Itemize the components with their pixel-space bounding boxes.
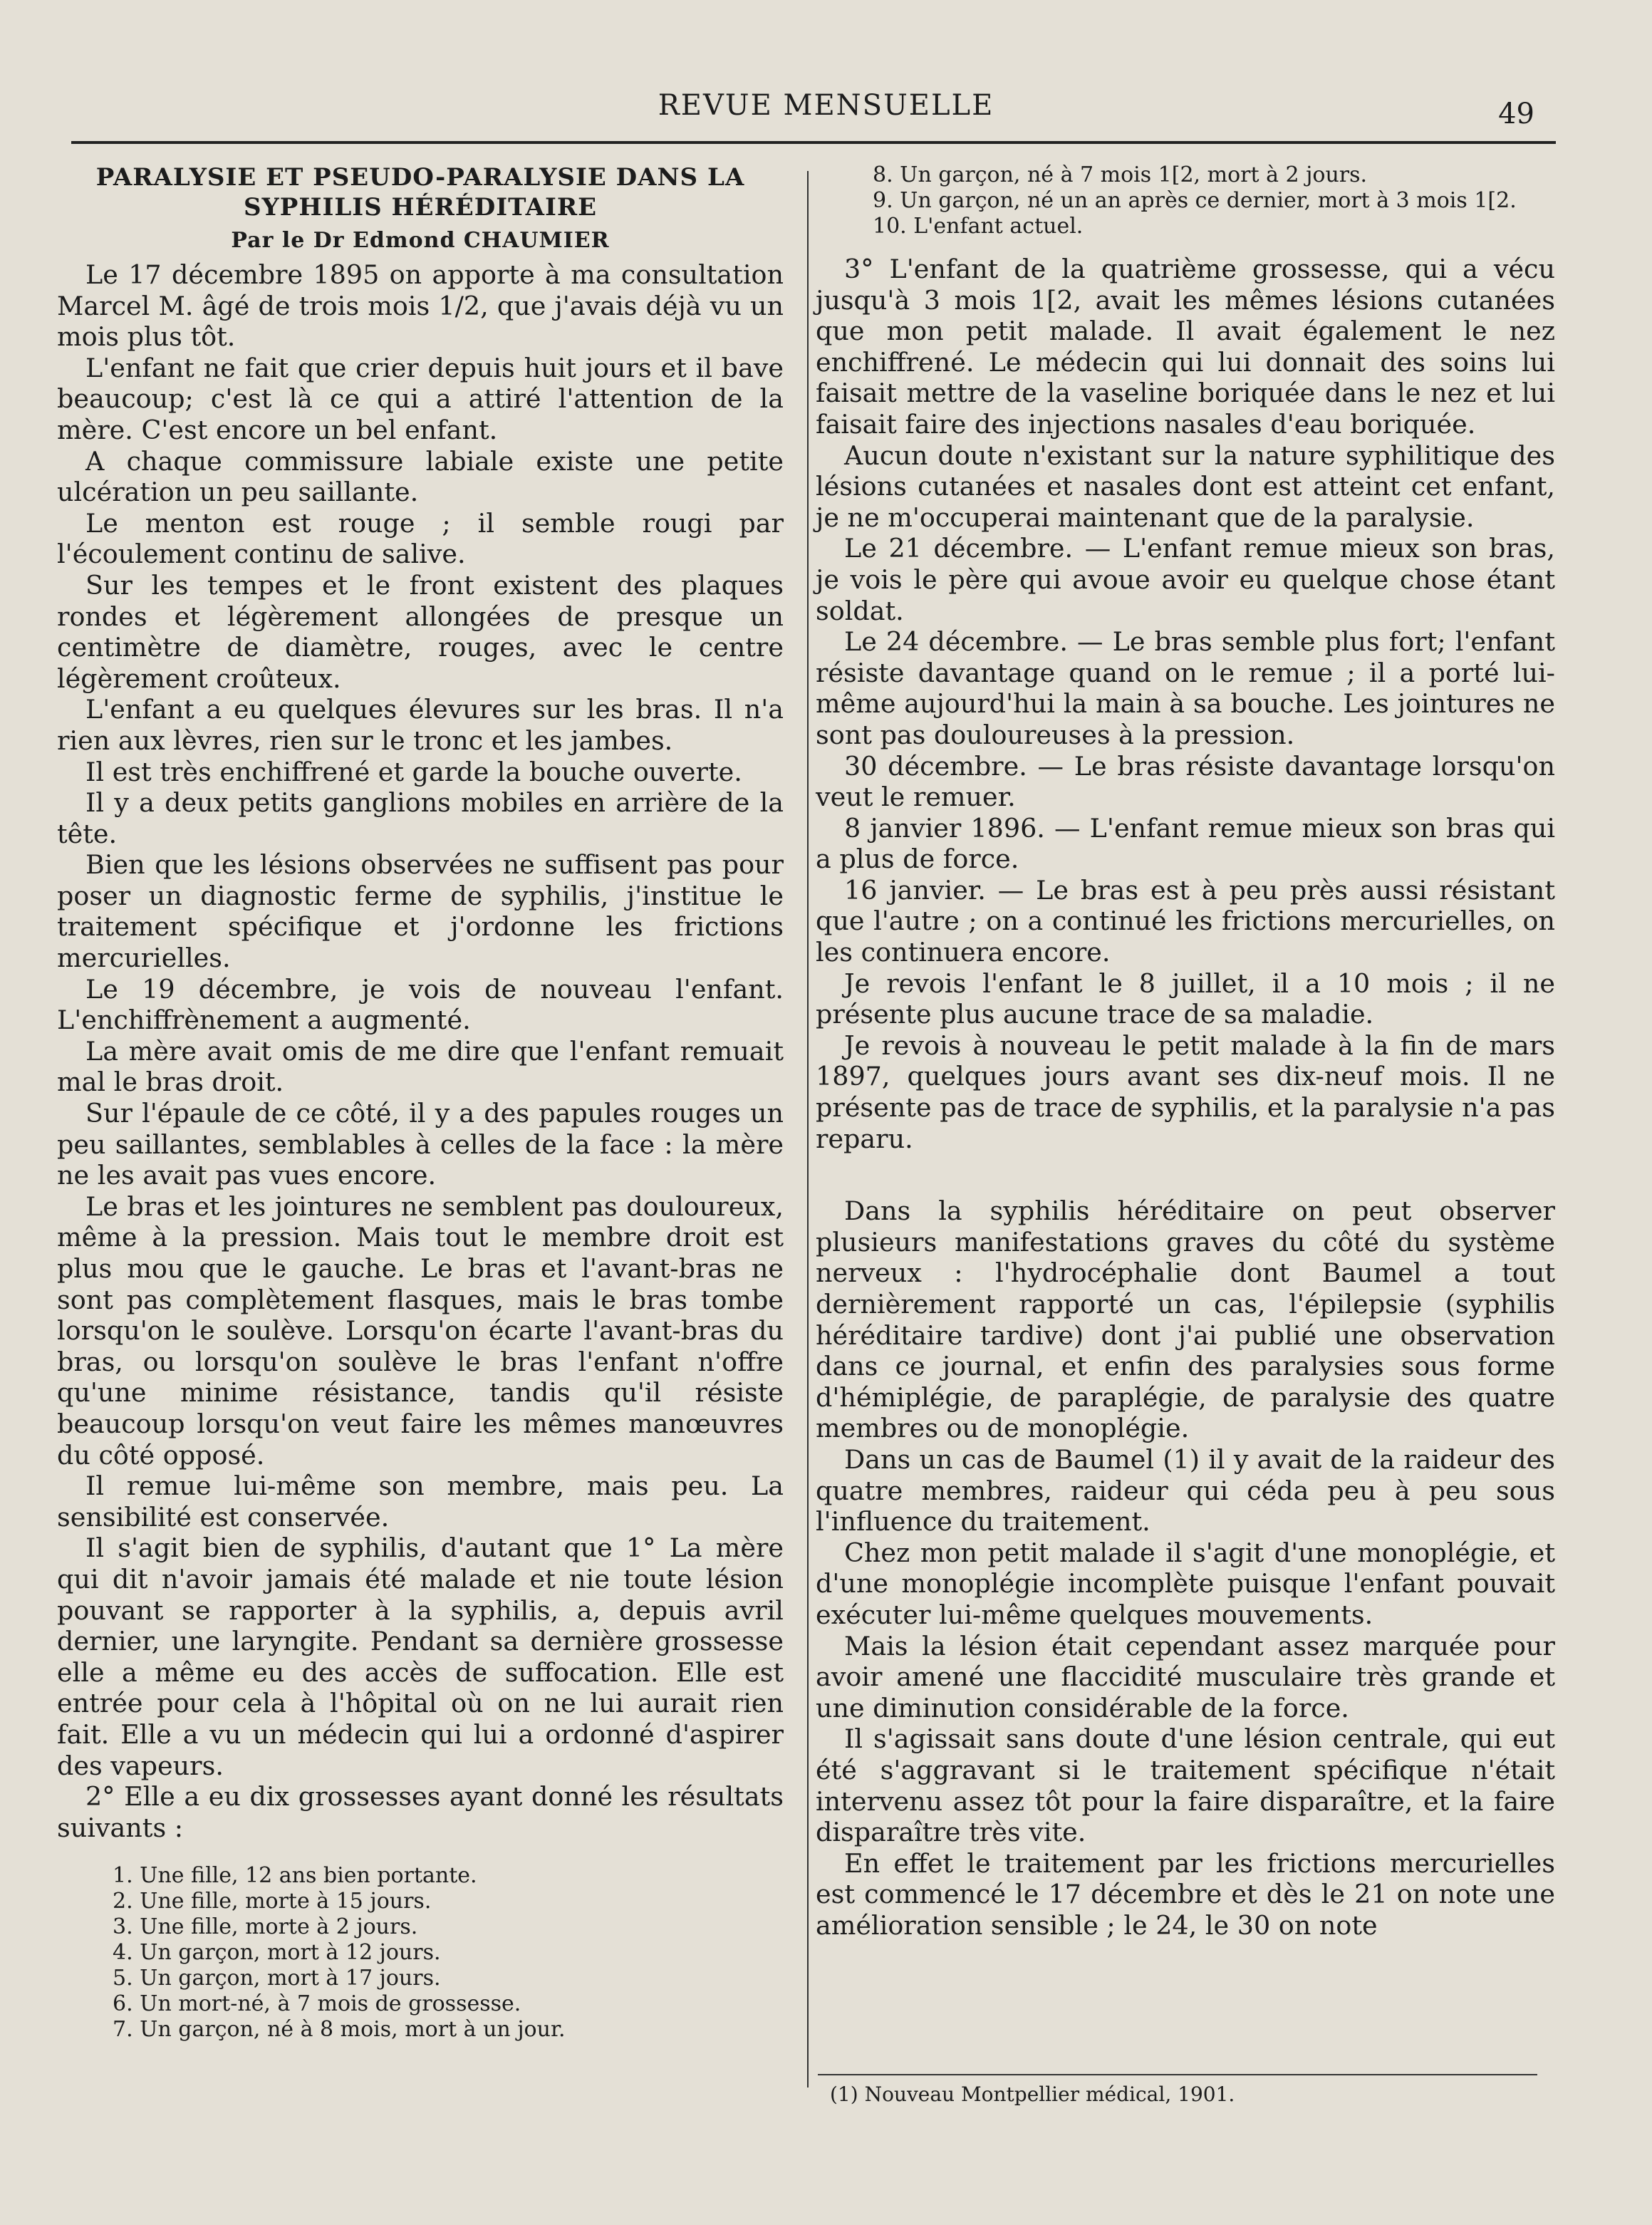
paragraph: La mère avait omis de me dire que l'enfant remuait mal le bras droit.	[57, 1035, 784, 1098]
paragraph: Il est très enchiffrené et garde la bouche ouverte.	[85, 756, 742, 787]
paragraph: Dans un cas de Baumel (1) il y avait de la raideur des quatre membres, raideur qui céda peu à peu sous l'influence du traitement.	[816, 1443, 1555, 1537]
paragraph: Il remue lui-même son membre, mais peu. La sensibilité est conservée.	[57, 1471, 784, 1532]
list-item: 5. Un garçon, mort à 17 jours.	[113, 1966, 441, 1991]
pregnancy-list	[57, 1863, 784, 2043]
paragraph: Le 17 décembre 1895 on apporte à ma consultation Marcel M. âgé de trois mois 1/2, que j'avais déjà vu un mois plus tôt.	[57, 259, 784, 353]
paragraph: 16 janvier. — Le bras est à peu près aussi résistant que l'autre ; on a continué les frictions mercurielles, on les continuera encore.	[816, 874, 1555, 968]
article-author: Par le Dr Edmond CHAUMIER	[231, 228, 610, 253]
right-column	[816, 162, 1555, 1941]
pregnancy-list-continued	[816, 162, 1555, 239]
paragraph: 2° Elle a eu dix grossesses ayant donné les résultats suivants :	[57, 1781, 784, 1843]
section-gap	[816, 1154, 1555, 1196]
paragraph: Le bras et les jointures ne semblent pas douloureux, même à la pression. Mais tout le membre droit est plus mou que le gauche. Le bras et l'avant-bras ne sont pas complètement flasques, mais le bras tombe lorsqu'on le soulève. Lorsqu'on écarte l'avant-bras du bras, ou lorsqu'on soulève le bras l'enfant n'offre qu'une minime résistance, tandis qu'il résiste beaucoup lorsqu'on veut faire les mêmes manœuvres du côté opposé.	[57, 1191, 784, 1471]
header-rule	[71, 141, 1556, 144]
list-item: 3. Une fille, morte à 2 jours.	[113, 1914, 418, 1940]
paragraph: Mais la lésion était cependant assez marquée pour avoir amené une flaccidité musculaire très grande et une diminution considérable de la force.	[816, 1630, 1555, 1723]
paragraph: Il s'agit bien de syphilis, d'autant que 1° La mère qui dit n'avoir jamais été malade et nie toute lésion pouvant se rapporter à la syphilis, a, depuis avril dernier, une laryngite. Pendant sa dernière grossesse elle a même eu des accès de suffocation. Elle est entrée pour cela à l'hôpital où on ne lui aurait rien fait. Elle a vu un médecin qui lui a ordonné d'aspirer des vapeurs.	[57, 1532, 784, 1781]
paragraph: Aucun doute n'existant sur la nature syphilitique des lésions cutanées et nasales dont est atteint cet enfant, je ne m'occuperai maintenant que de la paralysie.	[816, 440, 1555, 533]
column-divider	[807, 171, 809, 2087]
footnote-rule	[818, 2074, 1537, 2075]
paragraph: A chaque commissure labiale existe une petite ulcération un peu saillante.	[57, 445, 784, 508]
paragraph: 3° L'enfant de la quatrième grossesse, qui a vécu jusqu'à 3 mois 1[2, avait les mêmes lésions cutanées que mon petit malade. Il avait également le nez enchiffrené. Le médecin qui lui donnait des soins lui faisait mettre de la vaseline boriquée dans le nez et lui faisait faire des injections nasales d'eau boriquée.	[816, 254, 1555, 440]
paragraph: Sur l'épaule de ce côté, il y a des papules rouges un peu saillantes, semblables à celles de la face : la mère ne les avait pas vues encore.	[57, 1098, 784, 1191]
paragraph: Il y a deux petits ganglions mobiles en arrière de la tête.	[57, 787, 784, 849]
paragraph: Chez mon petit malade il s'agit d'une monoplégie, et d'une monoplégie incomplète puisque l'enfant pouvait exécuter lui-même quelques mouvements.	[816, 1537, 1555, 1630]
paragraph: Sur les tempes et le front existent des plaques rondes et légèrement allongées de presque un centimètre de diamètre, rouges, avec le centre légèrement croûteux.	[57, 569, 784, 694]
page-number: 49	[1498, 98, 1534, 130]
article-title: PARALYSIE ET PSEUDO-PARALYSIE DANS LA SYPHILIS HÉRÉDITAIRE	[95, 163, 745, 222]
list-item: 2. Une fille, morte à 15 jours.	[113, 1889, 432, 1914]
footnote: (1) Nouveau Montpellier médical, 1901.	[830, 2083, 1235, 2106]
paragraph: 30 décembre. — Le bras résiste davantage lorsqu'on veut le remuer.	[816, 750, 1555, 813]
list-item: 1. Une fille, 12 ans bien portante.	[113, 1863, 477, 1889]
list-item: 4. Un garçon, mort à 12 jours.	[113, 1940, 441, 1966]
paragraph: 8 janvier 1896. — L'enfant remue mieux son bras qui a plus de force.	[816, 812, 1555, 875]
paragraph: Je revois l'enfant le 8 juillet, il a 10 mois ; il ne présente plus aucune trace de sa maladie.	[816, 968, 1555, 1030]
list-item: 9. Un garçon, né un an après ce dernier, mort à 3 mois 1[2.	[873, 188, 1517, 213]
list-item: 6. Un mort-né, à 7 mois de grossesse.	[113, 1991, 521, 2017]
paragraph: Le 19 décembre, je vois de nouveau l'enfant. L'enchiffrènement a augmenté.	[57, 973, 784, 1036]
running-header-title: REVUE MENSUELLE	[658, 89, 994, 122]
left-column	[57, 162, 784, 2043]
paragraph: Le 21 décembre. — L'enfant remue mieux son bras, je vois le père qui avoue avoir eu quelque chose étant soldat.	[816, 533, 1555, 626]
paragraph: Bien que les lésions observées ne suffisent pas pour poser un diagnostic ferme de syphilis, j'institue le traitement spécifique et j'ordonne les frictions mercurielles.	[57, 849, 784, 974]
paragraph: En effet le traitement par les frictions mercurielles est commencé le 17 décembre et dès le 21 on note une amélioration sensible ; le 24, le 30 on note	[816, 1847, 1555, 1941]
paragraph: L'enfant ne fait que crier depuis huit jours et il bave beaucoup; c'est là ce qui a attiré l'attention de la mère. C'est encore un bel enfant.	[57, 352, 784, 445]
paragraph: Le menton est rouge ; il semble rougi par l'écoulement continu de salive.	[57, 507, 784, 570]
paragraph: Le 24 décembre. — Le bras semble plus fort; l'enfant résiste davantage quand on le remue ; il a porté lui-même aujourd'hui la main à sa bouche. Les jointures ne sont pas douloureuses à la pression.	[816, 626, 1555, 750]
paragraph: Dans la syphilis héréditaire on peut observer plusieurs manifestations graves du côté du système nerveux : l'hydrocéphalie dont Baumel a tout dernièrement rapporté un cas, l'épilepsie (syphilis héréditaire tardive) dont j'ai publié une observation dans ce journal, et enfin des paralysies sous forme d'hémiplégie, de paraplégie, de paralysie des quatre membres ou de monoplégie.	[816, 1196, 1555, 1444]
paragraph: Je revois à nouveau le petit malade à la fin de mars 1897, quelques jours avant ses dix-neuf mois. Il ne présente pas de trace de syphilis, et la paralysie n'a pas reparu.	[816, 1029, 1555, 1154]
paragraph: Il s'agissait sans doute d'une lésion centrale, qui eut été s'aggravant si le traitement spécifique n'était intervenu assez tôt pour la faire disparaître, et la faire disparaître très vite.	[816, 1723, 1555, 1848]
list-item: 8. Un garçon, né à 7 mois 1[2, mort à 2 jours.	[873, 162, 1368, 187]
list-item: 7. Un garçon, né à 8 mois, mort à un jour.	[113, 2017, 566, 2043]
paragraph: L'enfant a eu quelques élevures sur les bras. Il n'a rien aux lèvres, rien sur le tronc et les jambes.	[57, 694, 784, 756]
list-item: 10. L'enfant actuel.	[873, 214, 1084, 239]
